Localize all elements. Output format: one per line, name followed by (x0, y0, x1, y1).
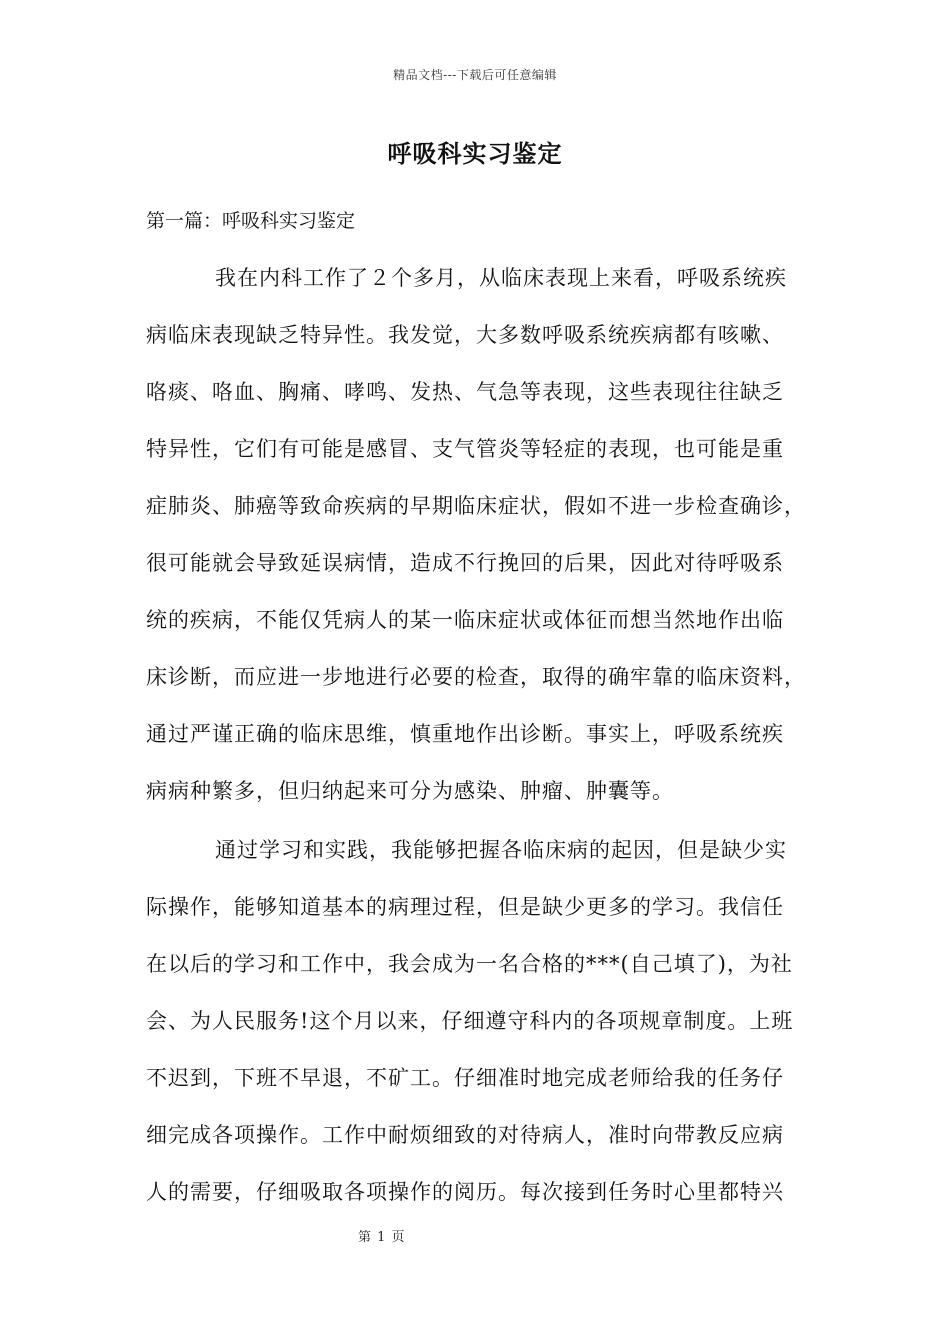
paragraph-2-line-3: 在以后的学习和工作中，我会成为一名合格的***(自己填了)，为社 (146, 952, 793, 976)
paragraph-1-line-6: 很可能就会导致延误病情，造成不行挽回的后果，因此对待呼吸系 (146, 551, 784, 575)
paragraph-1-line-4: 特异性，它们有可能是感冒、支气管炎等轻症的表现，也可能是重 (146, 437, 784, 461)
paragraph-1-line-1: 我在内科工作了２个多月，从临床表现上来看，呼吸系统疾 (215, 266, 787, 290)
paragraph-1-line-3: 咯痰、咯血、胸痛、哮鸣、发热、气急等表现，这些表现往往缺乏 (146, 380, 784, 404)
paragraph-2-line-7: 人的需要，仔细吸取各项操作的阅历。每次接到任务时心里都特兴 (146, 1180, 784, 1204)
page-number: 第 1 页 (358, 1230, 406, 1245)
paragraph-2-line-1: 通过学习和实践，我能够把握各临床病的起因，但是缺少实 (215, 838, 787, 862)
section-heading: 第一篇：呼吸科实习鉴定 (146, 210, 356, 232)
paragraph-2-line-5: 不迟到，下班不早退，不矿工。仔细准时地完成老师给我的任务仔 (146, 1066, 784, 1090)
paragraph-1-line-10: 病病种繁多，但归纳起来可分为感染、肿瘤、肿囊等。 (146, 779, 674, 803)
paragraph-2-line-6: 细完成各项操作。工作中耐烦细致的对待病人，准时向带教反应病 (146, 1123, 784, 1147)
paragraph-2-line-4: 会、为人民服务!这个月以来，仔细遵守科内的各项规章制度。上班 (146, 1009, 794, 1033)
page-header: 精品文档---下载后可任意编辑 (393, 68, 557, 82)
paragraph-1-line-8: 床诊断，而应进一步地进行必要的检查，取得的确牢靠的临床资料， (146, 665, 806, 689)
document-title: 呼吸科实习鉴定 (387, 139, 563, 168)
paragraph-2-line-2: 际操作，能够知道基本的病理过程，但是缺少更多的学习。我信任 (146, 895, 784, 919)
paragraph-1-line-9: 通过严谨正确的临床思维，慎重地作出诊断。事实上，呼吸系统疾 (146, 722, 784, 746)
paragraph-1-line-7: 统的疾病，不能仅凭病人的某一临床症状或体征而想当然地作出临 (146, 608, 784, 632)
paragraph-1-line-5: 症肺炎、肺癌等致命疾病的早期临床症状，假如不进一步检查确诊， (146, 494, 806, 518)
paragraph-1-line-2: 病临床表现缺乏特异性。我发觉，大多数呼吸系统疾病都有咳嗽、 (146, 323, 784, 347)
